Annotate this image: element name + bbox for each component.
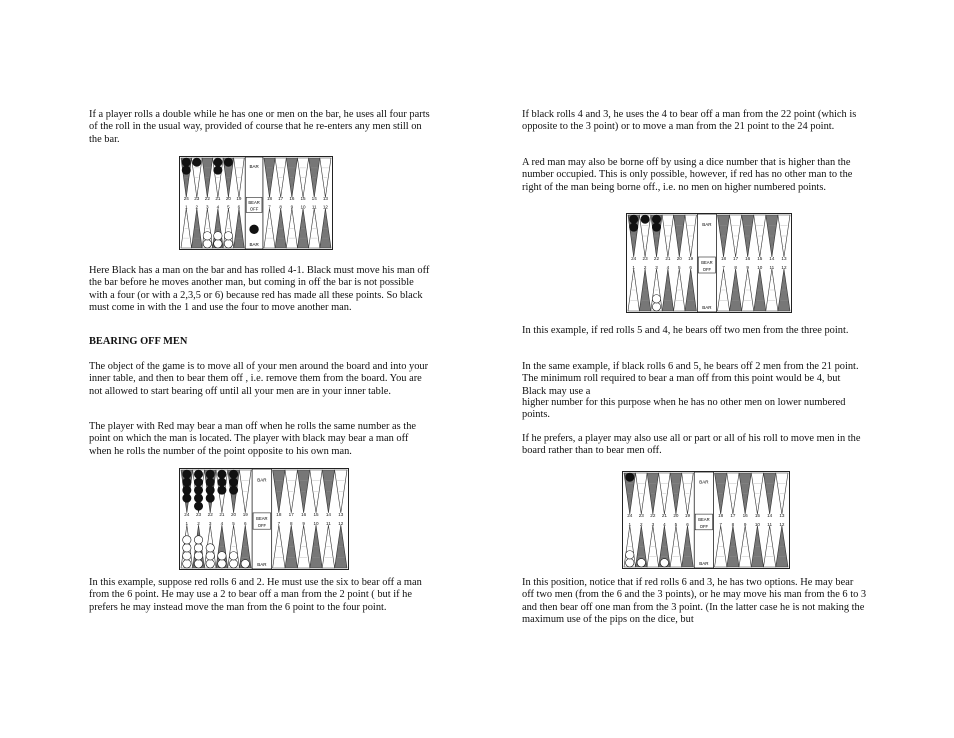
backgammon-board-4 (622, 471, 790, 569)
bear-off-label-2: OFF (249, 206, 259, 212)
backgammon-board-1 (179, 156, 333, 250)
black-checker (224, 158, 232, 166)
point-number: 2 (195, 204, 199, 210)
point-number: 6 (243, 521, 247, 527)
red-checker (229, 552, 237, 560)
point-number: 14 (767, 513, 773, 519)
point-number: 9 (746, 265, 749, 270)
point-number: 20 (231, 511, 237, 517)
point-number: 18 (266, 196, 273, 202)
section-heading-bearing-off: BEARING OFF MEN (89, 336, 188, 347)
red-checker (183, 552, 191, 560)
point-number: 13 (322, 196, 328, 202)
point-number: 24 (627, 513, 633, 519)
red-checker (229, 560, 237, 568)
red-checker (214, 232, 222, 240)
bar-label-bottom: BAR (699, 561, 709, 567)
bar-label-top: BAR (249, 164, 259, 170)
black-checker (193, 158, 201, 166)
black-checker (183, 486, 191, 494)
point-number: 14 (325, 511, 331, 517)
left-paragraph-4: The player with Red may bear a man off when he rolls the same number as the point on which the man is located. The player with black may bear a man off when he rolls the number of the point opposite to his own man. (89, 421, 417, 457)
point-number: 12 (338, 521, 344, 527)
red-checker (183, 560, 191, 568)
backgammon-board-3 (626, 213, 792, 313)
point-number: 22 (650, 513, 656, 519)
point-number: 12 (322, 204, 328, 210)
point-number: 14 (311, 196, 317, 202)
board-svg-3 (626, 213, 792, 313)
left-paragraph-5: In this example, suppose red rolls 6 and 2. He must use the six to bear off a man from the 6 point. He may use a 2 to bear off a man from the 2 point ( but if he prefers he may instead move the man from the 6 point to the four point. (89, 577, 422, 613)
point-number: 21 (215, 196, 221, 202)
black-checker (206, 486, 214, 494)
point-number: 21 (665, 256, 671, 261)
point-number: 1 (632, 265, 635, 270)
point-number: 12 (781, 265, 787, 270)
point-number: 24 (184, 511, 190, 517)
point-number: 16 (742, 513, 748, 519)
black-checker (194, 486, 202, 494)
point-number: 8 (279, 204, 282, 210)
point-number: 20 (673, 513, 679, 519)
point-number: 23 (638, 513, 644, 519)
point-number: 22 (204, 196, 210, 202)
point-number: 13 (781, 256, 787, 261)
black-checker (218, 486, 226, 494)
point-number: 8 (731, 521, 735, 527)
bar-label-bottom: BAR (249, 242, 259, 248)
black-checker (229, 470, 237, 478)
point-number: 11 (769, 265, 775, 270)
point-number: 2 (197, 521, 200, 527)
red-checker (194, 552, 202, 560)
left-paragraph-2: Here Black has a man on the bar and has rolled 4-1. Black must move his man off the bar before he moves another man, but coming in off the bar is not possible with a four (or with a 2,3,5 or 6) because red has made all these points. So black must come in with the 1 and use the four to move another man. (89, 265, 430, 313)
black-checker (652, 215, 660, 223)
right-paragraph-1: If black rolls 4 and 3, he uses the 4 to bear off a man from the 22 point (which is opposite to the 3 point) or to move a man from the 21 point to the 24 point. (522, 109, 857, 133)
point-number: 18 (720, 256, 727, 261)
point-number: 18 (276, 511, 282, 517)
point-number: 22 (653, 256, 660, 261)
bear-off-label-1: BEAR (256, 516, 268, 522)
point-number: 7 (719, 521, 722, 527)
bear-off-label-2: OFF (257, 523, 267, 529)
black-checker (182, 158, 190, 166)
point-number: 19 (688, 256, 694, 261)
point-number: 3 (655, 265, 658, 270)
point-number: 17 (278, 196, 284, 202)
point-number: 6 (689, 265, 692, 270)
point-number: 18 (718, 513, 724, 519)
red-checker (224, 232, 232, 240)
red-checker (626, 551, 634, 559)
point-number: 10 (313, 521, 319, 527)
bear-off-label-2: OFF (699, 523, 709, 529)
bear-off-label-1: BEAR (698, 516, 710, 522)
board-svg-2 (179, 468, 349, 570)
point-number: 4 (220, 521, 224, 527)
black-checker (206, 494, 214, 502)
point-number: 11 (311, 204, 317, 210)
point-number: 15 (754, 513, 760, 519)
point-number: 4 (216, 204, 220, 210)
point-number: 12 (779, 521, 785, 527)
point-number: 14 (769, 256, 775, 261)
right-paragraph-6: In this position, notice that if red rolls 6 and 3, he has two options. He may bear off two men (from the 6 and the 3 points), or he may move his man from the 6 to 3 and then bear off one man from the 3 point. (In the latter case he is not making the maximum use of the pips on the dice, but (522, 577, 867, 625)
point-number: 7 (268, 204, 271, 210)
point-number: 15 (300, 196, 306, 202)
point-number: 5 (678, 265, 681, 270)
point-number: 19 (236, 196, 242, 202)
point-number: 22 (207, 511, 213, 517)
board-svg-1 (179, 156, 333, 250)
black-checker (218, 478, 226, 486)
bear-off-label-1: BEAR (248, 199, 260, 205)
point-number: 20 (676, 256, 682, 261)
point-number: 16 (301, 511, 307, 517)
point-number: 11 (326, 521, 331, 527)
point-number: 17 (733, 256, 739, 261)
black-checker (194, 478, 202, 486)
right-paragraph-3: In this example, if red rolls 5 and 4, he bears off two men from the three point. (522, 325, 849, 336)
left-paragraph-3: The object of the game is to move all of your men around the board and into your inner table, and then to bear them off , i.e. remove them from the board. You are not allowed to start bearing off until all your men are in your inner table. (89, 361, 429, 397)
point-number: 2 (643, 265, 647, 270)
right-paragraph-5: If he prefers, a player may also use all or part or all of his roll to move men in the board rather than to bear men off. (522, 433, 861, 457)
point-number: 21 (661, 513, 667, 519)
red-checker (183, 544, 191, 552)
black-checker (206, 470, 214, 478)
point-number: 20 (225, 196, 231, 202)
black-checker (626, 473, 634, 481)
board-svg-4 (622, 471, 790, 569)
red-checker (241, 560, 249, 568)
red-checker (637, 559, 645, 567)
point-number: 4 (666, 265, 670, 270)
black-checker (194, 502, 202, 510)
point-number: 8 (734, 265, 737, 270)
black-checker (214, 158, 222, 166)
point-number: 9 (743, 521, 747, 527)
black-checker (194, 470, 202, 478)
red-checker (206, 544, 214, 552)
red-checker (652, 295, 660, 303)
point-number: 24 (631, 256, 637, 261)
right-paragraph-4a: In the same example, if black rolls 6 and 5, he bears off 2 men from the 21 point. The minimum roll required to bear a man off from this point would be 4, but Black may use a (522, 361, 859, 397)
point-number: 9 (302, 521, 305, 527)
black-checker (183, 478, 191, 486)
point-number: 3 (651, 521, 655, 527)
backgammon-board-2 (179, 468, 349, 570)
black-checker (218, 470, 226, 478)
black-checker (214, 166, 222, 174)
bar-label-top: BAR (702, 222, 712, 227)
point-number: 17 (288, 511, 294, 517)
point-number: 15 (313, 511, 319, 517)
point-number: 6 (686, 521, 689, 527)
bar-label-bottom: BAR (702, 305, 712, 310)
black-checker (194, 494, 202, 502)
right-paragraph-4b: higher number for this purpose when he has no other men on lower numbered points. (522, 397, 846, 421)
point-number: 11 (767, 521, 773, 527)
black-checker (652, 223, 660, 231)
black-checker (629, 215, 637, 223)
point-number: 3 (208, 521, 212, 527)
point-number: 2 (640, 521, 643, 527)
black-checker (641, 215, 649, 223)
point-number: 4 (663, 521, 666, 527)
point-number: 5 (227, 204, 230, 210)
red-checker (194, 544, 202, 552)
point-number: 24 (183, 196, 189, 202)
point-number: 1 (184, 204, 188, 210)
bar-label-top: BAR (257, 477, 267, 483)
point-number: 10 (300, 204, 306, 210)
red-checker (194, 560, 202, 568)
red-checker (626, 559, 634, 567)
point-number: 16 (745, 256, 751, 261)
bear-off-label-2: OFF (702, 267, 712, 272)
red-checker (214, 240, 222, 248)
point-number: 10 (757, 265, 763, 270)
point-number: 23 (195, 511, 202, 517)
point-number: 13 (338, 511, 344, 517)
point-number: 23 (642, 256, 648, 261)
bar-black-checker (250, 225, 258, 233)
red-checker (206, 552, 214, 560)
black-checker (229, 486, 237, 494)
point-number: 6 (237, 204, 241, 210)
point-number: 1 (185, 521, 189, 527)
red-checker (218, 560, 226, 568)
point-number: 3 (206, 204, 209, 210)
point-number: 19 (684, 513, 691, 519)
red-checker (203, 232, 211, 240)
point-number: 5 (674, 521, 678, 527)
right-paragraph-2: A red man may also be borne off by using a dice number that is higher than the number occupied. This is only possible, however, if red has no other man to the right of the man being borne off., i.e. no men on higher numbered points. (522, 157, 853, 193)
bar-label-top: BAR (699, 479, 709, 485)
point-number: 21 (219, 511, 225, 517)
black-checker (206, 478, 214, 486)
bar-label-bottom: BAR (257, 561, 267, 567)
black-checker (183, 470, 191, 478)
red-checker (224, 240, 232, 248)
red-checker (206, 560, 214, 568)
point-number: 19 (242, 511, 248, 517)
bear-off-label-1: BEAR (701, 260, 713, 265)
red-checker (183, 536, 191, 544)
point-number: 5 (232, 521, 235, 527)
point-number: 1 (628, 521, 632, 527)
point-number: 13 (779, 513, 785, 519)
point-number: 8 (289, 521, 293, 527)
red-checker (660, 559, 668, 567)
red-checker (652, 303, 660, 311)
point-number: 10 (754, 521, 760, 527)
red-checker (218, 552, 226, 560)
point-number: 15 (757, 256, 763, 261)
black-checker (182, 166, 190, 174)
point-number: 17 (730, 513, 736, 519)
black-checker (229, 478, 237, 486)
left-paragraph-1: If a player rolls a double while he has one or men on the bar, he uses all four parts of the roll in the usual way, provided of course that he re-enters any men still on the bar. (89, 109, 430, 145)
red-checker (194, 536, 202, 544)
point-number: 23 (194, 196, 200, 202)
black-checker (629, 223, 637, 231)
black-checker (183, 494, 191, 502)
point-number: 16 (289, 196, 295, 202)
point-number: 9 (290, 204, 294, 210)
point-number: 7 (277, 521, 281, 527)
red-checker (203, 240, 211, 248)
point-number: 7 (722, 265, 725, 270)
